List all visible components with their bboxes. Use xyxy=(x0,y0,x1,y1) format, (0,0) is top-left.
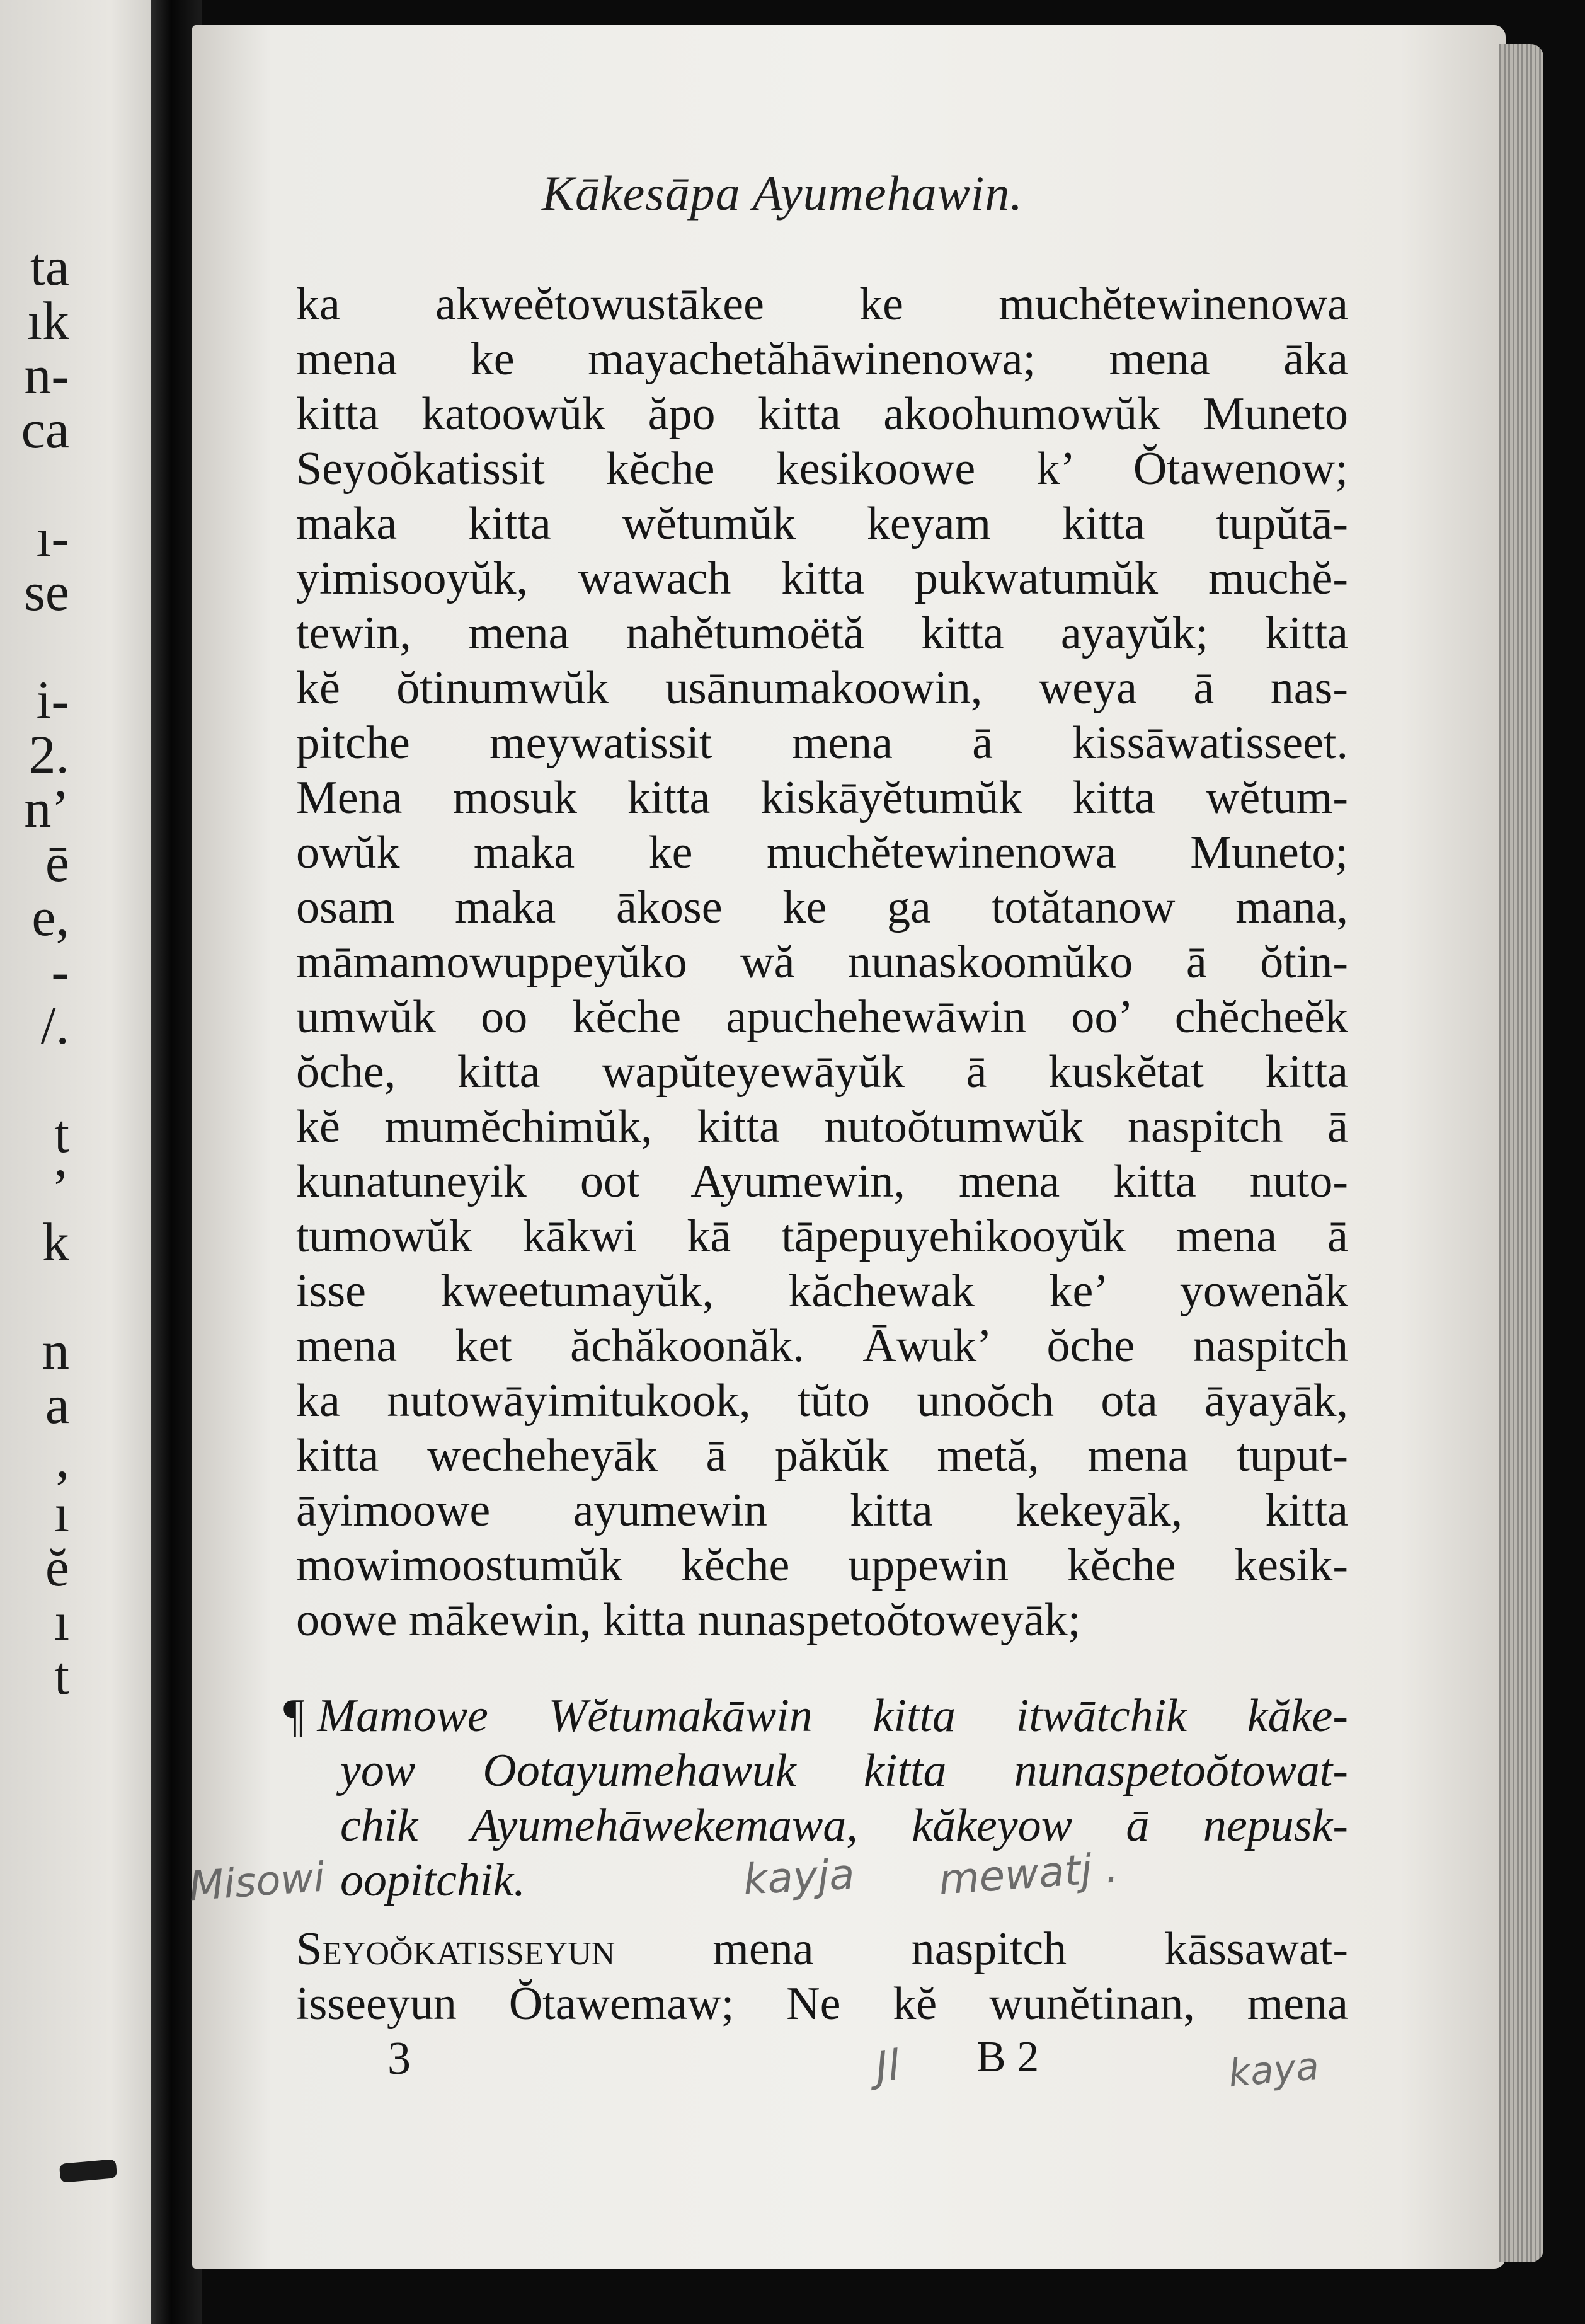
body-line: ŏche, kitta wapŭteyewāyŭk ā kuskĕtat kitta xyxy=(296,1046,1348,1098)
previous-page-fragment-line: ē xyxy=(45,836,69,890)
body-line: pitche meywatissit mena ā kissāwatisseet. xyxy=(296,717,1348,769)
body-line: mena ket ăchăkoonăk. Āwuk’ ŏche naspitch xyxy=(296,1320,1348,1372)
previous-page-fragment-line: ’ xyxy=(51,1161,69,1215)
body-line: māmamowuppeyŭko wă nunaskoomŭko ā ŏtin- xyxy=(296,936,1348,988)
previous-page-fragment-line: se xyxy=(24,565,69,619)
previous-page-fragment-line xyxy=(0,1269,69,1323)
previous-page-fragment-line: ĕ xyxy=(45,1540,69,1594)
body-line: kitta wecheheyāk ā păkŭk metă, mena tuput- xyxy=(296,1430,1348,1481)
body-line: āyimoowe ayumewin kitta kekeyāk, kitta xyxy=(296,1485,1348,1536)
previous-page-fragment xyxy=(0,0,157,2324)
previous-page-fragment-line: ta xyxy=(30,239,69,294)
section-line-text: mena naspitch kāssawat- xyxy=(712,1923,1348,1975)
handwritten-note: kaya xyxy=(1227,2044,1321,2097)
body-paragraph xyxy=(296,277,1348,1648)
previous-page-fragment-line: t xyxy=(54,1648,69,1703)
rubric-line: chik Ayumehāwekemawa, kăkeyow ā nepusk- xyxy=(340,1800,1348,1851)
previous-page-fragment-line: ı xyxy=(54,1594,69,1648)
body-line: umwŭk oo kĕche apuchehewāwin oo’ chĕcheĕk xyxy=(296,991,1348,1043)
handwritten-margin-note: Misowi xyxy=(187,1854,326,1911)
body-line: osam maka ākose ke ga totătanow mana, xyxy=(296,882,1348,933)
previous-page-fragment-line: , xyxy=(55,1432,69,1486)
handwritten-note: mewatj . xyxy=(937,1843,1120,1904)
previous-page-fragment-line: ık xyxy=(27,294,69,348)
previous-page-fragment-line: a xyxy=(45,1378,69,1432)
body-line: kunatuneyik oot Ayumewin, mena kitta nuto- xyxy=(296,1156,1348,1207)
signature-mark: B 2 xyxy=(976,2033,1039,2081)
body-line: kĕ ŏtinumwŭk usānumakoowin, weya ā nas- xyxy=(296,662,1348,714)
section-line: isseeyun Ŏtawemaw; Ne kĕ wunĕtinan, mena xyxy=(296,1978,1348,2030)
body-line: yimisooyŭk, wawach kitta pukwatumŭk muchĕ- xyxy=(296,553,1348,604)
previous-page-fragment-line: n- xyxy=(24,348,69,402)
previous-page-fragment-line: ı xyxy=(54,1486,69,1540)
previous-page-fragment-line: k xyxy=(42,1215,69,1269)
section-line xyxy=(296,1922,1348,1977)
body-line: oowe mākewin, kitta nunaspetoŏtoweyāk; xyxy=(296,1594,1081,1646)
body-line: mena ke mayachetăhāwinenowa; mena āka xyxy=(296,333,1348,385)
rubric-line-text: Mamowe Wĕtumakāwin kitta itwātchik kăke- xyxy=(317,1690,1348,1742)
body-line: ka akweĕtowustākee ke muchĕtewinenowa xyxy=(296,279,1348,330)
body-line: ka nutowāyimitukook, tŭto unoŏch ota āyayāk, xyxy=(296,1375,1348,1427)
previous-page-fragment-line: /. xyxy=(40,998,69,1052)
page-edge xyxy=(1499,44,1543,2262)
previous-page-fragment-line: 2. xyxy=(28,727,69,781)
previous-page-fragment-line: e, xyxy=(31,890,69,944)
previous-page-fragment-line: ca xyxy=(21,402,69,456)
previous-page-fragment-line: i- xyxy=(36,673,69,727)
rubric-line: yow Ootayumehawuk kitta nunaspetoŏtowat- xyxy=(340,1745,1348,1797)
previous-page-fragment-line xyxy=(0,456,69,510)
body-line: kitta katoowŭk ăpo kitta akoohumowŭk Muneto xyxy=(296,388,1348,440)
body-line: Seyoŏkatissit kĕche kesikoowe k’ Ŏtawenow; xyxy=(296,443,1348,495)
body-line: tewin, mena nahĕtumoëtă kitta ayayŭk; kitta xyxy=(296,607,1348,659)
rubric-line xyxy=(283,1689,1348,1744)
section-lead-word: Seyoŏkatisseyun xyxy=(296,1923,615,1975)
previous-page-fragment-line: - xyxy=(51,944,69,998)
body-line: owŭk maka ke muchĕtewinenowa Muneto; xyxy=(296,827,1348,878)
handwritten-note: kayja xyxy=(742,1849,856,1904)
previous-page-fragment-line xyxy=(0,1052,69,1107)
previous-page-fragment-line: n’ xyxy=(24,781,69,836)
pilcrow-mark: ¶ xyxy=(283,1690,305,1742)
body-line: isse kweetumayŭk, kăchewak ke’ yowenăk xyxy=(296,1265,1348,1317)
running-head: Kākesāpa Ayumehawin. xyxy=(542,166,1023,221)
previous-page-fragment-line: ı- xyxy=(36,510,69,565)
body-line: maka kitta wĕtumŭk keyam kitta tupŭtā- xyxy=(296,498,1348,549)
body-line: Mena mosuk kitta kiskāyĕtumŭk kitta wĕtum- xyxy=(296,772,1348,824)
page-number: 3 xyxy=(387,2033,411,2085)
previous-page-fragment-line xyxy=(0,619,69,673)
previous-page-fragment-line: n xyxy=(42,1323,69,1378)
previous-page-text-fragments xyxy=(0,239,69,1703)
body-line: mowimoostumŭk kĕche uppewin kĕche kesik- xyxy=(296,1539,1348,1591)
body-line: kĕ mumĕchimŭk, kitta nutoŏtumwŭk naspitch ā xyxy=(296,1101,1348,1153)
rubric-line: oopitchik. xyxy=(340,1855,525,1906)
body-line: tumowŭk kākwi kā tāpepuyehikooyŭk mena ā xyxy=(296,1211,1348,1262)
prayer-section xyxy=(296,1922,1348,2032)
previous-page-fragment-line: t xyxy=(54,1107,69,1161)
handwritten-scribble: Jl xyxy=(873,2040,902,2091)
